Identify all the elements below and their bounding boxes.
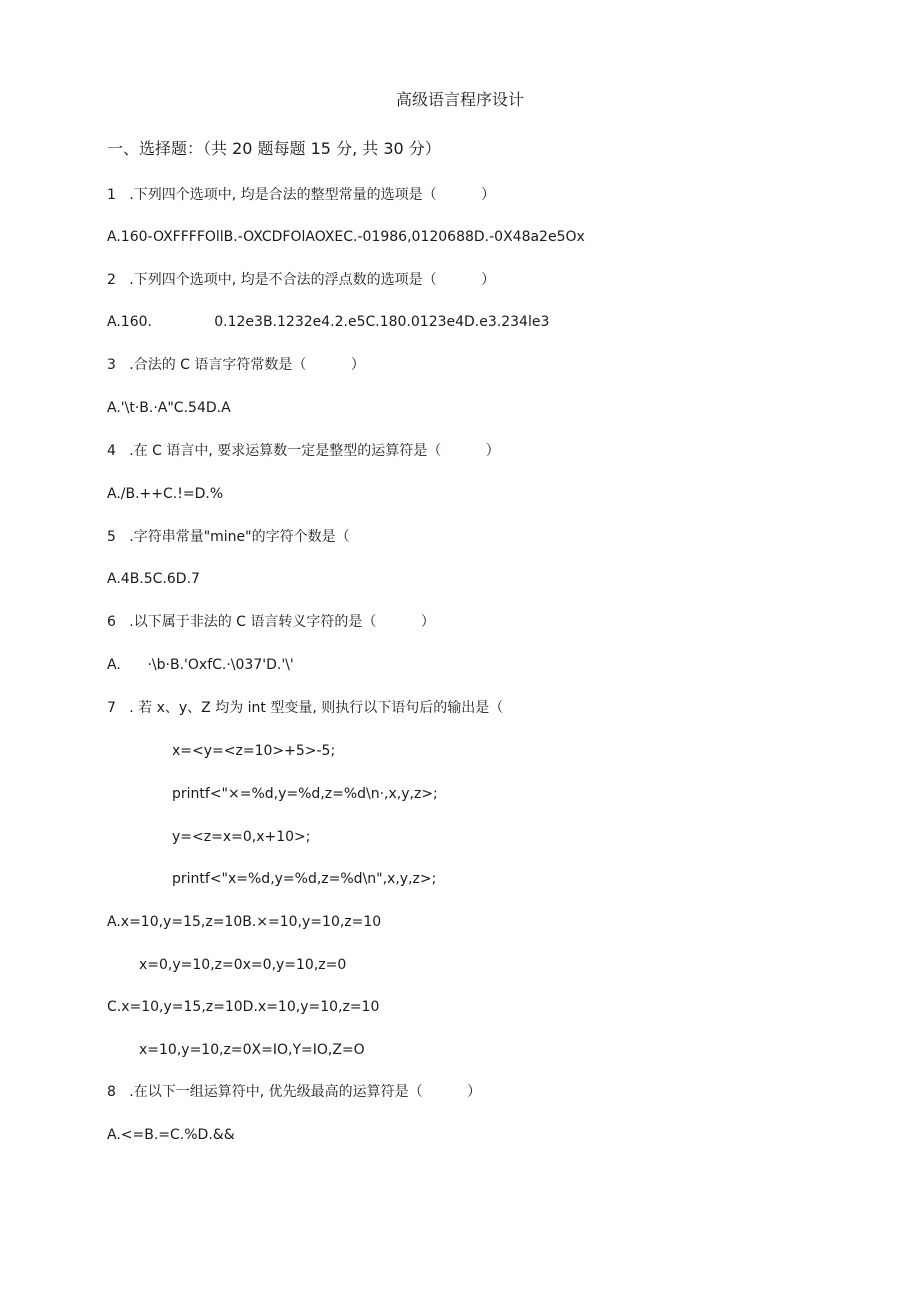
question-5-stem: 5 .字符串常量"mine"的字符个数是（ — [107, 529, 350, 545]
question-3-stem: 3 .合法的 C 语言字符常数是（ ） — [107, 357, 365, 373]
question-8-stem: 8 .在以下一组运算符中, 优先级最高的运算符是（ ） — [107, 1084, 482, 1100]
section-heading: 一、选择题：（共 20 题每题 15 分, 共 30 分） — [107, 139, 441, 158]
question-7-code-line: x=<y=<z=10>+5>-5; — [172, 743, 336, 759]
question-7-options-cd: C.x=10,y=15,z=10D.x=10,y=10,z=10 — [107, 999, 380, 1015]
question-4-options: A./B.++C.!=D.% — [107, 486, 224, 502]
page-title: 高级语言程序设计 — [395, 90, 524, 109]
question-6-options: A. ·\b·B.'OxfC.·\037'D.'\' — [107, 657, 294, 673]
question-7-options-ab-cont: x=0,y=10,z=0x=0,y=10,z=0 — [139, 957, 347, 973]
question-3-options: A.'\t·B.·A"C.54D.A — [107, 400, 231, 416]
question-5-options: A.4B.5C.6D.7 — [107, 571, 200, 587]
question-7-code-line: printf<"×=%d,y=%d,z=%d\n·,x,y,z>; — [172, 786, 438, 802]
question-7-options-ab: A.x=10,y=15,z=10B.×=10,y=10,z=10 — [107, 914, 382, 930]
question-8-options: A.<=B.=C.%D.&& — [107, 1127, 235, 1143]
question-7-code-line: printf<"x=%d,y=%d,z=%d\n",x,y,z>; — [172, 871, 437, 887]
question-7-stem: 7 . 若 x、y、Z 均为 int 型变量, 则执行以下语句后的输出是（ — [107, 700, 504, 716]
question-7-code-line: y=<z=x=0,x+10>; — [172, 829, 311, 845]
question-2-stem: 2 .下列四个选项中, 均是不合法的浮点数的选项是（ ） — [107, 272, 496, 288]
question-7-options-cd-cont: x=10,y=10,z=0X=IO,Y=IO,Z=O — [139, 1042, 365, 1058]
question-6-stem: 6 .以下属于非法的 C 语言转义字符的是（ ） — [107, 614, 435, 630]
question-1-stem: 1 .下列四个选项中, 均是合法的整型常量的选项是（ ） — [107, 187, 496, 203]
question-2-options: A.160. 0.12e3B.1232e4.2.e5C.180.0123e4D.e3.234le3 — [107, 314, 550, 330]
question-4-stem: 4 .在 C 语言中, 要求运算数一定是整型的运算符是（ ） — [107, 443, 500, 459]
question-1-options: A.160-OXFFFFOllB.-OXCDFOlAOXEC.-01986,0120688D.-0X48a2e5Ox — [107, 229, 585, 245]
